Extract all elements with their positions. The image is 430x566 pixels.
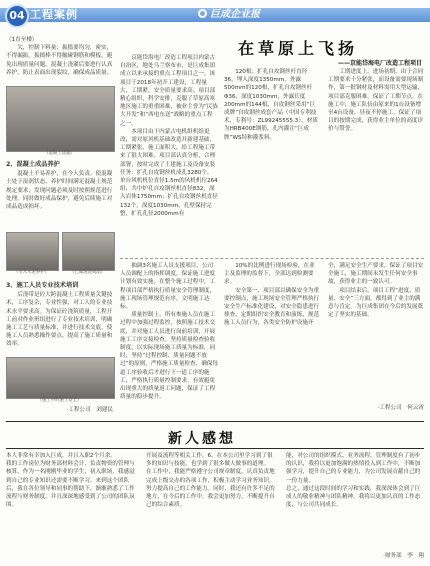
section-text: 后浇带是砼大跨混凝土工程质量关键技术，工序复杂，专业性强，对工人的专业技术水平要求高。为保证砼浇筑质量，工程开工前对作业班组进行了专业技术培训，明确施工工艺与质量标准，并进行技术交底，使施工人员熟悉操作要点，提高了施工质量和效率。 xyxy=(6,292,113,348)
section-title: 工程案例 xyxy=(30,8,78,21)
article-text: 抽调3名施工人员支援项目，公司人员调配上的指挥调度，保证施工进度计划有效实施。在整个施工过程中，工程项目部严格执行质量安全管理制度，施工现场管理规范有序，文明施工达标。 xyxy=(120,263,216,311)
left-column-top xyxy=(6,36,114,82)
article-text: 10%的比例进行现场检验，在业主及监理的监督下，全部达到检测要求。 xyxy=(224,263,315,286)
photo-caption: （施工中的施工安全） xyxy=(37,398,82,403)
article-text: 工期进度上，进场初期，由于合同工期要求十分紧张，而设备需要现场制作，第一批钢材及材料需用大型运输，项目部克服困难，保证了工期节点。在施工中，施工队伍由原来的1台设备增至4台设备，昼夜不停施工，保证了项目的按期完成，获得业主单位的高度评价与赞誉。 xyxy=(328,69,424,133)
logo-mark-icon xyxy=(198,9,207,18)
photo-finished-product xyxy=(62,232,115,271)
essay-title-rule xyxy=(6,448,424,449)
essay-column-3: 能，对公司的组织模式、业务流程、管理制度有了初步的认识，我将以更加饱满的热情投入到工作中，不断加强学习，提升自己的专业能力，为公司发展贡献自己的一份力量。 总之，通过这段时间的学习和实践，我深深体会到了巨成人的敬业精神与团队精神，我将以更加认真的工作态度，与公司共同成长。 xyxy=(286,453,421,509)
photo-caption: （混凝土浇灌） xyxy=(44,151,75,156)
page-header xyxy=(0,0,430,28)
essay-divider xyxy=(6,421,424,422)
article-lower-column-3 xyxy=(224,262,424,402)
photo-curing xyxy=(6,232,59,271)
article-text: 本项目由于内蒙古电机组机组更改，需对原风机基础改造并新建基础，工期紧张，施工面积大，给工程施工带来了很大困难。项目部认真分析，合理部署，按时完成了土建施工及设备安装任务：扩孔自攻钢丝机成孔3280个，单台风机机位直径1.5m的风机机位264组，共中炉孔自攻钢丝机直径832，深入岩体1750mm；扩孔自攻钢丝机直径132个，深度1030mm，孔壁保持完整，扩孔孔径2000mm有 xyxy=(120,128,218,217)
signature: ·工程公司 刘建民 xyxy=(66,407,113,413)
article-divider xyxy=(120,258,424,259)
article-title: 在草原上飞扬 xyxy=(238,39,359,58)
article-text: 安全第一、项目部以确保安全为重要控制点，施工现场安全管理严格执行安全生产标准化建设，对安全隐患进行排查，定期组织安全教育和演练，规范施工人员行为，各类安全防护设施齐全，满足安全生产要求，保证了项目安全施工，施工期间未发生任何安全事故，获得业主的一致认可。 xyxy=(224,263,424,327)
photo-caption: （引入水泥养护） xyxy=(13,270,50,275)
page-number-badge: 04 xyxy=(5,4,29,28)
article-text: 项目结束后，项目工程“进度、质量、安全”三方面，都得到了业主的满意与肯定。为巨成集团在今后的发展奠定了坚实的基础。 xyxy=(328,287,424,319)
article-text: 质量控制上，所有参施人员在施工过程中加强过程监控，按照施工技术交底，并对施工人员进行岗前培训，开展施工工序交接检查。坚持质量检查验收制度，以实际现场施工质量为标准，同时，坚持“过程控制、质量问题不放过”的原则，严格施工质量检查，确保每道工序验收后才进行下一道工序的施工，严格执行质量控制要求，有效避免出现重大的质量返工问题，保证了工程质量的稳步提升。 xyxy=(120,312,218,401)
photo-concrete-pouring xyxy=(6,86,115,152)
article-column-3 xyxy=(224,68,424,256)
article-text: 120根；扩孔自攻钢丝杆直径36，埋入深度1350mm，外露500mm的120根，扩孔自攻钢丝杆Φ36，深度1030mm，外露长度200mm的144根，自攻钢丝采用“巨成牌”自攻钢丝成套产品（中国专利技术，专利号：ZL99245555.3），材质为HRB400E钢筋，孔内灌注“巨成牌”WS特种灌浆料。 xyxy=(224,69,318,141)
article-text: 京能岱海电厂改造工程项目内蒙古自治区，地处乌兰察布市，是巨成集团成立以来承接的重点工程项目之一。该项目于2018年初开工建设，工程量大，工期紧，安全质量要求高。项目部精心组织，科学安排，克服了草原高寒地区施工的重重困难，被业主誉为“民族大开发”和“西电东送”战略的重点工程之一。 xyxy=(120,55,218,127)
section-text: 混凝土不易养护，在今人负责。使混凝土处于湿润状态，养护时间满足混凝土规范规定要求，发现问题必须及时按照规范进行处理。同时做好成品保护，避免后续施工对成品造成损坏。 xyxy=(6,171,113,211)
left-section-3 xyxy=(6,279,114,355)
note-text: （1直至楼） xyxy=(6,37,38,43)
signature: ·工程公司 何云霄 xyxy=(377,405,424,411)
essay-column-2: 开展及流程等相关工作。6、在本公司里学习到了很多的知识与技能，也学到了很多做人做事的道理。 在工作中，我能严格遵守公司规章制度，认真负责地完成上级交办的各项工作，积极主动学习业务知识，努力提高自己的工作能力。同时，我还有许多不足的地方，在今后的工作中，我会更加努力，不断提升自己的综合素质。 xyxy=(146,453,275,509)
publication-name: 巨成企业报 xyxy=(210,9,260,20)
article-subtitle: ——京能岱海电厂改造工程项目 xyxy=(337,60,422,67)
essay-title: 新人感想 xyxy=(168,431,236,447)
essay-column-1: 本人非常有幸加入巨成，并且入职2个月余。 我的工作岗位为财务部材料会计，负责物资的管理与核算，作为一名刚刚毕业的学生，初入职场，我感觉到自己的专业知识还需要不断学习。来到这个团队后，我在各位领导和同事的帮助下，渐渐熟悉了工作流程与财务制度，并且深深地感受到了公司的团队氛围。 xyxy=(6,453,135,509)
photo-site-safety xyxy=(6,357,115,399)
photo-caption: （已做现浇成品） xyxy=(69,270,106,275)
signature: ·财务部 李 翔 xyxy=(383,553,424,559)
left-section-2 xyxy=(6,158,114,228)
section-heading: 2、混凝土成品养护 xyxy=(6,161,60,168)
publication-logo xyxy=(198,8,260,22)
left-intro-text: 欠，控制下料量；振捣要均匀，密实，不得漏振。振捣棒不得触碰钢筋和模板，避免出现质量问题。混凝土浇灌后要进行认真养护，防止表面出现裂纹，确保成品质量。 xyxy=(6,45,113,76)
article-column-2 xyxy=(120,54,218,256)
article-lower-column-2 xyxy=(120,262,218,412)
section-heading: 3、施工人员专业技术培训 xyxy=(6,282,79,289)
